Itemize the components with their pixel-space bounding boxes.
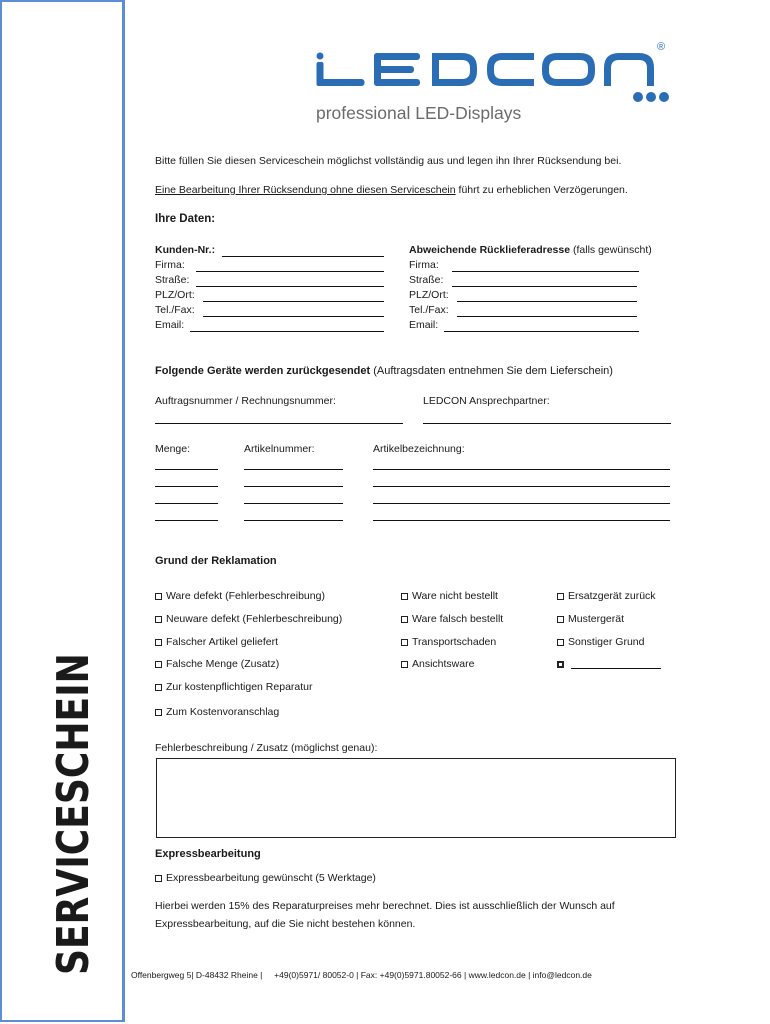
checkbox-icon[interactable] [557,661,564,668]
ansprechpartner-label: LEDCON Ansprechpartner: [423,395,550,407]
artikelbezeichnung-header: Artikelbezeichnung: [373,443,465,455]
checkbox-icon[interactable] [557,639,564,646]
firma-field[interactable] [196,271,384,272]
express-note-line-2: Expressbearbeitung, auf die Sie nicht bestehen können. [155,918,416,930]
checkbox-icon[interactable] [401,616,408,623]
geraete-title: Folgende Geräte werden zurückgesendet [155,365,371,377]
checkbox-icon[interactable] [155,875,162,882]
artikelnummer-field-3[interactable] [244,503,343,504]
checkbox-custom[interactable] [557,658,568,670]
alt-strasse-label: Straße: [409,274,444,286]
auftragsnummer-label: Auftragsnummer / Rechnungsnummer: [155,395,336,407]
checkbox-label: Neuware defekt (Fehlerbeschreibung) [166,613,343,625]
artikelbezeichnung-field-4[interactable] [373,520,670,521]
menge-field-1[interactable] [155,469,218,470]
checkbox-icon[interactable] [401,661,408,668]
checkbox-ansichtsware[interactable] [401,658,474,670]
checkbox-transportschaden[interactable] [401,636,496,648]
checkbox-label: Zum Kostenvoranschlag [166,706,280,718]
ruecklieferadresse-note: (falls gewünscht) [570,244,652,256]
artikelnummer-header: Artikelnummer: [244,443,315,455]
checkbox-kostenvoranschlag[interactable] [155,706,279,718]
checkbox-icon[interactable] [155,661,162,668]
intro-line-1: Bitte füllen Sie diesen Serviceschein möglichst vollständig aus und legen ihn Ihrer Rücksendung bei. [155,155,622,167]
checkbox-label: Expressbearbeitung gewünscht (5 Werktage) [166,872,376,884]
artikelbezeichnung-field-1[interactable] [373,469,670,470]
checkbox-label: Falscher Artikel geliefert [166,636,279,648]
geraete-heading [155,365,613,377]
sidebar-title: SERVICESCHEIN [48,653,99,975]
alt-plz-ort-field[interactable] [457,301,637,302]
ruecklieferadresse-title: Abweichende Rücklieferadresse [409,244,571,256]
fehlerbeschreibung-label: Fehlerbeschreibung / Zusatz (möglichst genau): [155,742,378,754]
checkbox-sonstiger-grund[interactable] [557,636,644,648]
checkbox-label: Sonstiger Grund [568,636,645,648]
alt-firma-field[interactable] [452,271,639,272]
checkbox-icon[interactable] [155,639,162,646]
checkbox-ware-nicht-bestellt[interactable] [401,590,498,602]
menge-header: Menge: [155,443,191,455]
artikelnummer-field-1[interactable] [244,469,343,470]
alt-firma-label: Firma: [409,259,439,271]
strasse-field[interactable] [196,286,384,287]
checkbox-ware-falsch-bestellt[interactable] [401,613,503,625]
checkbox-icon[interactable] [155,593,162,600]
kunden-nr-label: Kunden-Nr.: [155,244,216,256]
plz-ort-label: PLZ/Ort: [155,289,195,301]
registered-mark: ® [657,41,666,53]
checkbox-label: Mustergerät [568,613,625,625]
logo-tagline: professional LED-Displays [316,103,522,123]
checkbox-icon[interactable] [557,593,564,600]
checkbox-icon[interactable] [155,616,162,623]
checkbox-icon[interactable] [401,639,408,646]
alt-tel-fax-label: Tel./Fax: [409,304,449,316]
checkbox-falsche-menge[interactable] [155,658,279,670]
tel-fax-field[interactable] [203,316,384,317]
alt-plz-ort-label: PLZ/Ort: [409,289,449,301]
artikelbezeichnung-field-3[interactable] [373,503,670,504]
alt-email-field[interactable] [444,331,639,332]
checkbox-icon[interactable] [401,593,408,600]
checkbox-label: Zur kostenpflichtigen Reparatur [166,681,313,693]
email-field[interactable] [190,331,384,332]
checkbox-falscher-artikel[interactable] [155,636,278,648]
geraete-note: (Auftragsdaten entnehmen Sie dem Lieferschein) [370,365,613,377]
artikelbezeichnung-field-2[interactable] [373,486,670,487]
kunden-nr-field[interactable] [222,256,384,257]
menge-field-4[interactable] [155,520,218,521]
ihre-daten-heading: Ihre Daten: [155,213,216,225]
email-label: Email: [155,319,185,331]
firma-label: Firma: [155,259,185,271]
checkbox-label: Ware nicht bestellt [412,590,498,602]
intro-line-2 [155,184,628,196]
footer-contact: Offenbergweg 5| D-48432 Rheine | +49(0)5971/ 80052-0 | Fax: +49(0)5971.80052-66 | www.ledcon.de | info@ledcon.de [131,970,592,980]
intro-line-2-rest: führt zu erheblichen Verzögerungen. [455,184,628,196]
checkbox-label: Transportschaden [412,636,497,648]
checkbox-reparatur[interactable] [155,681,313,693]
checkbox-neuware-defekt[interactable] [155,613,342,625]
checkbox-label: Ware falsch bestellt [412,613,504,625]
reklamation-heading: Grund der Reklamation [155,555,277,567]
checkbox-mustergeraet[interactable] [557,613,624,625]
plz-ort-field[interactable] [203,301,384,302]
intro-line-2-underlined: Eine Bearbeitung Ihrer Rücksendung ohne diesen Serviceschein [155,184,456,196]
strasse-label: Straße: [155,274,190,286]
ruecklieferadresse-heading [409,244,652,256]
ansprechpartner-field[interactable] [423,423,671,424]
checkbox-label: Falsche Menge (Zusatz) [166,658,280,670]
menge-field-3[interactable] [155,503,218,504]
checkbox-ware-defekt[interactable] [155,590,325,602]
checkbox-icon[interactable] [155,684,162,691]
alt-tel-fax-field[interactable] [457,316,637,317]
fehlerbeschreibung-textarea[interactable] [156,758,676,838]
checkbox-label: Ersatzgerät zurück [568,590,656,602]
alt-email-label: Email: [409,319,439,331]
checkbox-express[interactable] [155,872,376,884]
alt-strasse-field[interactable] [452,286,637,287]
custom-reason-field[interactable] [571,668,661,669]
checkbox-ersatzgeraet[interactable] [557,590,656,602]
checkbox-icon[interactable] [557,616,564,623]
checkbox-label: Ware defekt (Fehlerbeschreibung) [166,590,325,602]
artikelnummer-field-4[interactable] [244,520,343,521]
tel-fax-label: Tel./Fax: [155,304,195,316]
express-heading: Expressbearbeitung [155,848,261,860]
checkbox-icon[interactable] [155,709,162,716]
artikelnummer-field-2[interactable] [244,486,343,487]
menge-field-2[interactable] [155,486,218,487]
checkbox-label: Ansichtsware [412,658,475,670]
auftragsnummer-field[interactable] [155,423,403,424]
express-note-line-1: Hierbei werden 15% des Reparaturpreises mehr berechnet. Dies ist ausschließlich der Wunsch auf [155,900,615,912]
